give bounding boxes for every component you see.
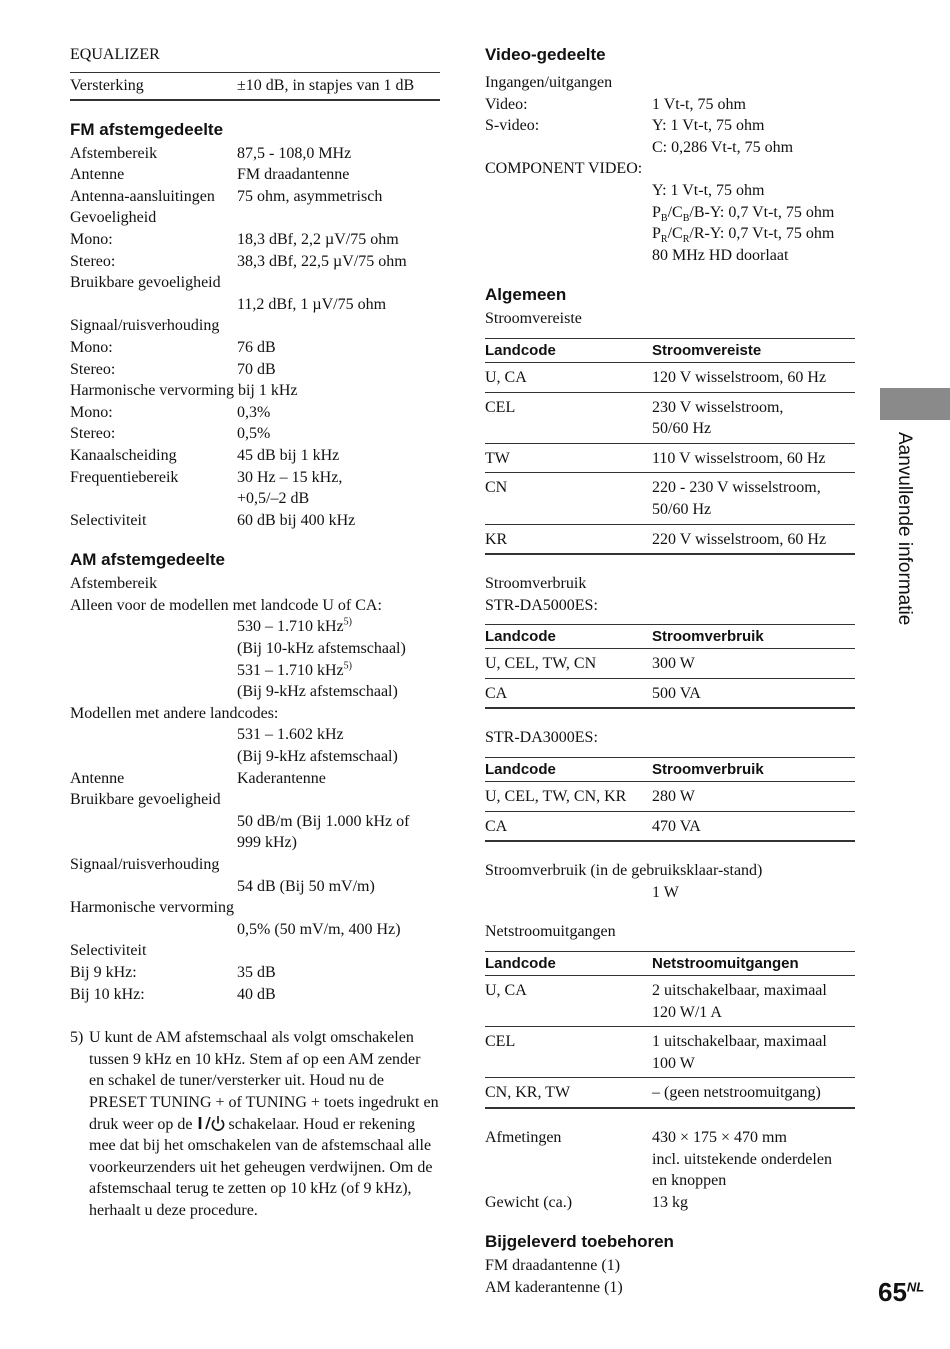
table-row: CA 470 VA	[485, 811, 855, 841]
table-row: CEL 1 uitschakelbaar, maximaal 100 W	[485, 1027, 855, 1078]
table-row: CN 220 - 230 V wisselstroom, 50/60 Hz	[485, 473, 855, 524]
spec-heading: Stroomverbruik	[485, 575, 587, 593]
spec-value: 50 dB/m (Bij 1.000 kHz of	[237, 812, 410, 830]
spec-row: Gewicht (ca.) 13 kg	[485, 1193, 688, 1211]
spec-row: Video: 1 Vt-t, 75 ohm	[485, 95, 746, 113]
table-row: U, CEL, TW, CN 300 W	[485, 649, 855, 679]
column-header: Stroomverbruik	[652, 625, 855, 649]
spec-heading: Signaal/ruisverhouding	[70, 317, 220, 335]
equalizer-row	[70, 72, 440, 101]
spec-row: Antenne FM draadantenne	[70, 166, 350, 184]
side-section-label: Aanvullende informatie	[894, 432, 915, 626]
column-header: Landcode	[485, 625, 652, 649]
spec-row: Bij 9 kHz: 35 dB	[70, 963, 276, 981]
spec-value: $P_R/C_R/R-Y$: 0,7 Vt-t, 75 ohm	[652, 225, 835, 246]
table-row: CEL 230 V wisselstroom, 50/60 Hz	[485, 392, 855, 443]
left-column	[70, 44, 440, 1222]
equalizer-title: EQUALIZER	[70, 46, 160, 63]
column-header: Landcode	[485, 952, 652, 976]
spec-value: 531 – 1.710 kHz$^{5)}$	[237, 660, 352, 679]
algemeen-section-title: Algemeen	[485, 285, 567, 305]
spec-value: C: 0,286 Vt-t, 75 ohm	[652, 138, 794, 156]
spec-heading: Signaal/ruisverhouding	[70, 856, 220, 873]
column-header: Netstroomuitgangen	[652, 952, 855, 976]
spec-row: Stereo: 70 dB	[70, 360, 276, 378]
power-requirement-table	[485, 338, 855, 555]
column-header: Stroomverbruik	[652, 758, 855, 782]
model-label: STR-DA5000ES:	[485, 596, 598, 614]
power-consumption-table-5000	[485, 624, 855, 709]
spec-value: 11,2 dBf, 1 µV/75 ohm	[237, 295, 387, 313]
spec-row: Mono: 0,3%	[70, 403, 271, 421]
spec-value: 531 – 1.602 kHz	[237, 726, 344, 744]
spec-value: 530 – 1.710 kHz$^{5)}$	[237, 617, 352, 636]
spec-heading: Harmonische vervorming bij 1 kHz	[70, 382, 298, 400]
table-row: CN, KR, TW – (geen netstroomuitgang)	[485, 1078, 855, 1108]
spec-row: Bij 10 kHz: 40 dB	[70, 985, 276, 1003]
spec-value: 1 W	[652, 883, 679, 901]
table-row: TW 110 V wisselstroom, 60 Hz	[485, 443, 855, 473]
spec-heading: Bruikbare gevoeligheid	[70, 791, 221, 809]
spec-row: Afmetingen 430 × 175 × 470 mm	[485, 1129, 787, 1146]
fm-section-title: FM afstemgedeelte	[70, 119, 224, 139]
section-tab-marker	[880, 388, 950, 420]
list-item: AM kaderantenne (1)	[485, 1278, 623, 1296]
footnote-text: U kunt de AM afstemschaal als volgt omschakelen tussen 9 kHz en 10 kHz. Stem af op een AM zender en schakel de tuner/versterker uit. Houd nu de PRESET TUNING + of TUNING + toets ingedrukt en druk weer op de schakelaar. Houd er rekening mee dat bij het omschakelen van de afstemschaal alle voorkeurzenders uit het geheugen verdwijnen. Om de afstemschaal terug te zetten op 10 kHz (of 9 kHz), herhaalt u deze procedure.	[89, 1029, 439, 1219]
spec-heading: Netstroomuitgangen	[485, 923, 616, 941]
spec-row: Stereo: 0,5%	[70, 425, 271, 443]
spec-value: 54 dB (Bij 50 mV/m)	[237, 877, 375, 895]
spec-row: Frequentiebereik 30 Hz – 15 kHz,	[70, 468, 343, 486]
equalizer-value: ±10 dB, in stapjes van 1 dB	[237, 76, 415, 94]
table-row: CA 500 VA	[485, 678, 855, 708]
spec-row: Mono: 76 dB	[70, 338, 276, 356]
spec-value: 80 MHz HD doorlaat	[652, 246, 789, 264]
spec-value: incl. uitstekende onderdelen	[652, 1150, 832, 1168]
page-number: $65^{NL}$	[878, 1277, 925, 1307]
spec-heading: Stroomvereiste	[485, 310, 582, 328]
spec-row: Antenne Kaderantenne	[70, 769, 326, 787]
spec-heading: Gevoeligheid	[70, 209, 157, 227]
spec-heading: Alleen voor de modellen met landcode U of CA:	[70, 596, 382, 614]
power-consumption-table-3000	[485, 757, 855, 842]
spec-heading: Ingangen/uitgangen	[485, 74, 613, 91]
spec-value: Y: 1 Vt-t, 75 ohm	[652, 181, 765, 199]
ac-outlets-table	[485, 951, 855, 1109]
spec-value: en knoppen	[652, 1172, 727, 1190]
spec-row: S-video: Y: 1 Vt-t, 75 ohm	[485, 117, 765, 135]
spec-heading: COMPONENT VIDEO:	[485, 160, 643, 178]
spec-value: (Bij 9-kHz afstemschaal)	[237, 683, 398, 701]
spec-heading: Harmonische vervorming	[70, 899, 234, 917]
table-row: KR 220 V wisselstroom, 60 Hz	[485, 524, 855, 554]
bijgeleverd-section-title: Bijgeleverd toebehoren	[485, 1232, 674, 1252]
spec-value: 999 kHz)	[237, 834, 297, 852]
right-column	[485, 44, 855, 1299]
spec-row: Kanaalscheiding 45 dB bij 1 kHz	[70, 446, 340, 464]
spec-value: +0,5/–2 dB	[237, 490, 310, 508]
spec-heading: Modellen met andere landcodes:	[70, 704, 279, 722]
power-switch-icon	[197, 1115, 225, 1131]
column-header: Stroomvereiste	[652, 338, 855, 362]
spec-value: $P_B/C_B/B-Y$: 0,7 Vt-t, 75 ohm	[652, 203, 835, 224]
spec-row: Antenna-aansluitingen 75 ohm, asymmetrisch	[70, 187, 383, 205]
model-label: STR-DA3000ES:	[485, 729, 598, 747]
spec-row: Afstembereik 87,5 - 108,0 MHz	[70, 144, 352, 162]
spec-value: (Bij 9-kHz afstemschaal)	[237, 748, 398, 766]
list-item: FM draadantenne (1)	[485, 1257, 621, 1275]
column-header: Landcode	[485, 338, 652, 362]
spec-heading: Selectiviteit	[70, 942, 147, 960]
equalizer-label: Versterking	[70, 76, 144, 94]
table-row: U, CEL, TW, CN, KR 280 W	[485, 782, 855, 812]
footnote	[70, 1027, 440, 1221]
spec-value: 0,5% (50 mV/m, 400 Hz)	[237, 920, 401, 938]
am-section-title: AM afstemgedeelte	[70, 550, 225, 570]
spec-heading: Bruikbare gevoeligheid	[70, 274, 221, 292]
spec-row: Selectiviteit 60 dB bij 400 kHz	[70, 511, 356, 529]
spec-value: (Bij 10-kHz afstemschaal)	[237, 640, 406, 658]
spec-row: Stereo: 38,3 dBf, 22,5 µV/75 ohm	[70, 252, 407, 270]
video-section-title: Video-gedeelte	[485, 45, 606, 64]
column-header: Landcode	[485, 758, 652, 782]
table-row: U, CA 120 V wisselstroom, 60 Hz	[485, 362, 855, 392]
spec-heading: Afstembereik	[70, 575, 158, 593]
table-row: U, CA 2 uitschakelbaar, maximaal 120 W/1 A	[485, 976, 855, 1027]
footnote-number: 5)	[70, 1029, 84, 1047]
spec-row: Mono: 18,3 dBf, 2,2 µV/75 ohm	[70, 230, 399, 248]
spec-heading: Stroomverbruik (in de gebruiksklaar-stand)	[485, 862, 763, 880]
